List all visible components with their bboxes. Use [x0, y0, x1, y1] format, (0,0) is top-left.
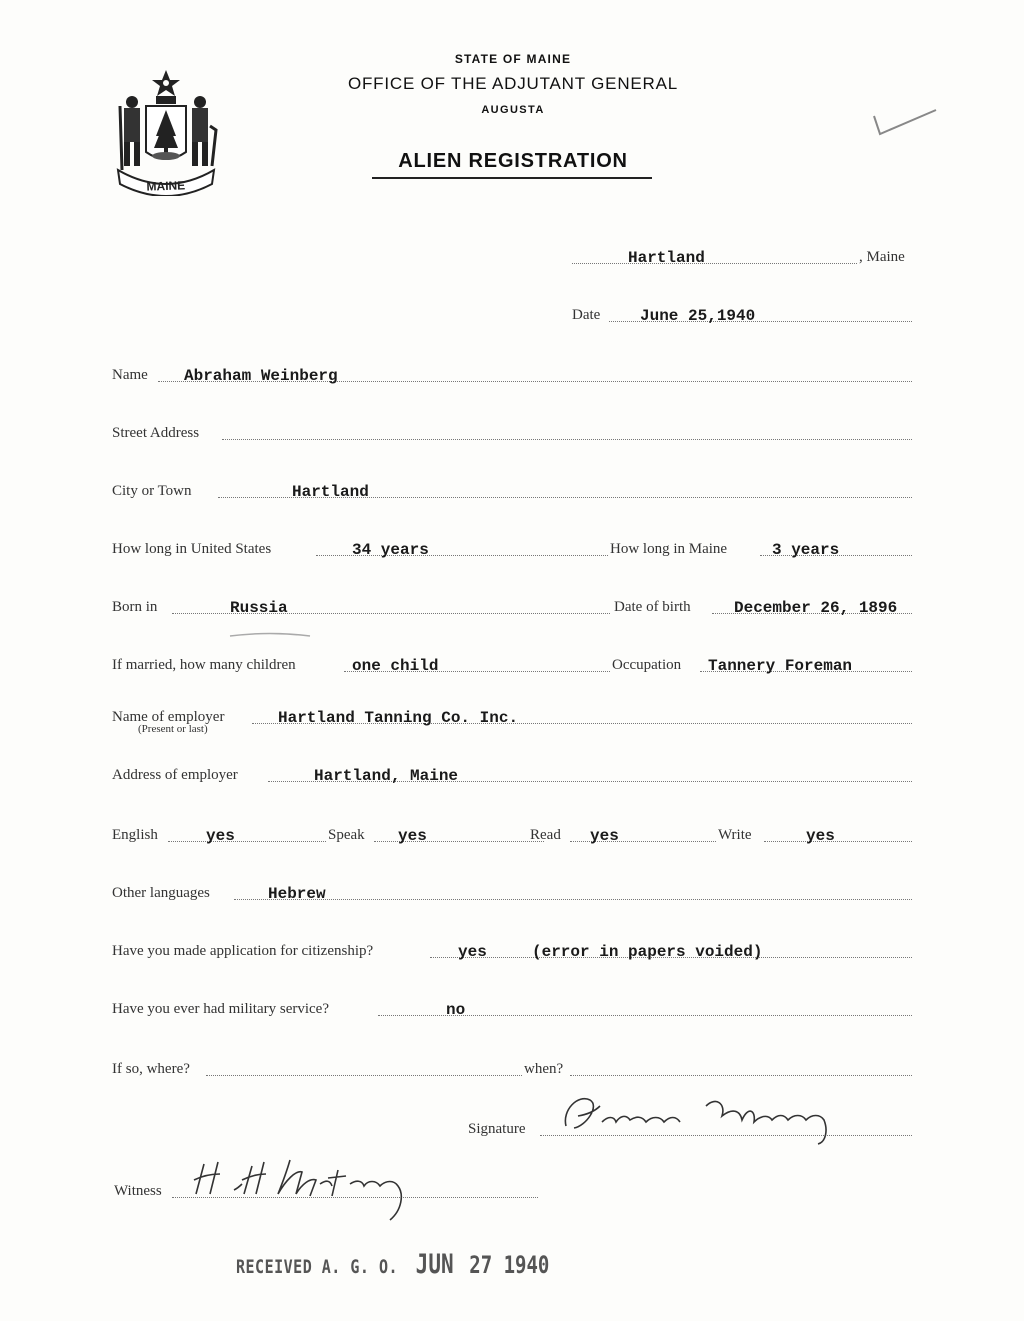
date-value: June 25,1940 — [640, 307, 756, 325]
occupation-value: Tannery Foreman — [708, 657, 853, 675]
born-in-label: Born in — [112, 599, 158, 615]
city-value: Hartland — [292, 483, 369, 501]
employer-label: Name of employer — [112, 709, 225, 725]
employer-address-value: Hartland, Maine — [314, 767, 459, 785]
other-languages-row — [112, 876, 912, 906]
service-details-row — [112, 1052, 912, 1082]
svg-text:MAINE: MAINE — [146, 178, 186, 194]
residency-row — [112, 532, 912, 562]
occupation-label: Occupation — [612, 657, 682, 673]
city-label: City or Town — [112, 483, 192, 499]
other-languages-value: Hebrew — [268, 885, 326, 903]
employer-address-row — [112, 758, 912, 788]
check-mark-icon — [870, 108, 940, 138]
dob-label: Date of birth — [614, 599, 691, 615]
witness-signature — [190, 1150, 430, 1222]
form-title: ALIEN REGISTRATION — [398, 150, 628, 172]
how-long-us-label: How long in United States — [112, 541, 272, 557]
born-in-value: Russia — [230, 599, 288, 617]
how-long-maine-value: 3 years — [772, 541, 840, 559]
language-skills-row — [112, 818, 912, 848]
dob-value: December 26, 1896 — [734, 599, 898, 617]
title-underline — [372, 177, 652, 179]
name-label: Name — [112, 367, 148, 383]
speak-label: Speak — [328, 827, 365, 843]
military-value: no — [446, 1001, 466, 1019]
employer-sublabel: (Present or last) — [138, 723, 208, 735]
read-value: yes — [590, 827, 619, 845]
where-label: If so, where? — [112, 1061, 190, 1077]
employer-address-label: Address of employer — [112, 767, 238, 783]
birth-row — [112, 590, 912, 620]
signature-label: Signature — [468, 1121, 526, 1137]
military-row — [112, 992, 912, 1022]
read-label: Read — [530, 827, 561, 843]
name-value: Abraham Weinberg — [184, 367, 338, 385]
stamp-date: 27 1940 — [469, 1251, 550, 1279]
date-row — [112, 298, 912, 328]
employer-value: Hartland Tanning Co. Inc. — [278, 709, 519, 727]
office-heading: OFFICE OF THE ADJUTANT GENERAL — [347, 74, 679, 93]
military-label: Have you ever had military service? — [112, 1001, 329, 1017]
other-languages-label: Other languages — [112, 885, 210, 901]
children-value: one child — [352, 657, 439, 675]
citizenship-note: (error in papers voided) — [532, 943, 763, 961]
witness-label: Witness — [114, 1183, 162, 1199]
pencil-mark — [228, 632, 312, 638]
employer-row — [112, 700, 912, 730]
family-row — [112, 648, 912, 678]
speak-value: yes — [398, 827, 427, 845]
children-label: If married, how many children — [112, 657, 296, 673]
citizenship-row — [112, 934, 912, 964]
city-heading: AUGUSTA — [481, 104, 545, 116]
english-value: yes — [206, 827, 235, 845]
stamp-month: JUN — [415, 1249, 454, 1279]
citizenship-label: Have you made application for citizenship? — [112, 943, 374, 959]
name-row — [112, 358, 912, 388]
location-value: Hartland — [628, 249, 705, 267]
state-seal-icon — [112, 66, 220, 196]
street-label: Street Address — [112, 425, 200, 441]
when-label: when? — [524, 1061, 564, 1077]
how-long-us-value: 34 years — [352, 541, 429, 559]
write-value: yes — [806, 827, 835, 845]
received-stamp — [236, 1249, 549, 1279]
citizenship-value: yes — [458, 943, 487, 961]
applicant-signature — [556, 1086, 856, 1146]
street-row — [112, 416, 912, 446]
english-label: English — [112, 827, 158, 843]
date-label: Date — [572, 307, 601, 323]
how-long-maine-label: How long in Maine — [610, 541, 728, 557]
location-suffix: , Maine — [859, 249, 905, 265]
location-row — [112, 240, 912, 270]
stamp-received-text: RECEIVED A. G. O. — [236, 1255, 399, 1278]
city-row — [112, 474, 912, 504]
write-label: Write — [718, 827, 752, 843]
state-heading: STATE OF MAINE — [454, 52, 572, 66]
